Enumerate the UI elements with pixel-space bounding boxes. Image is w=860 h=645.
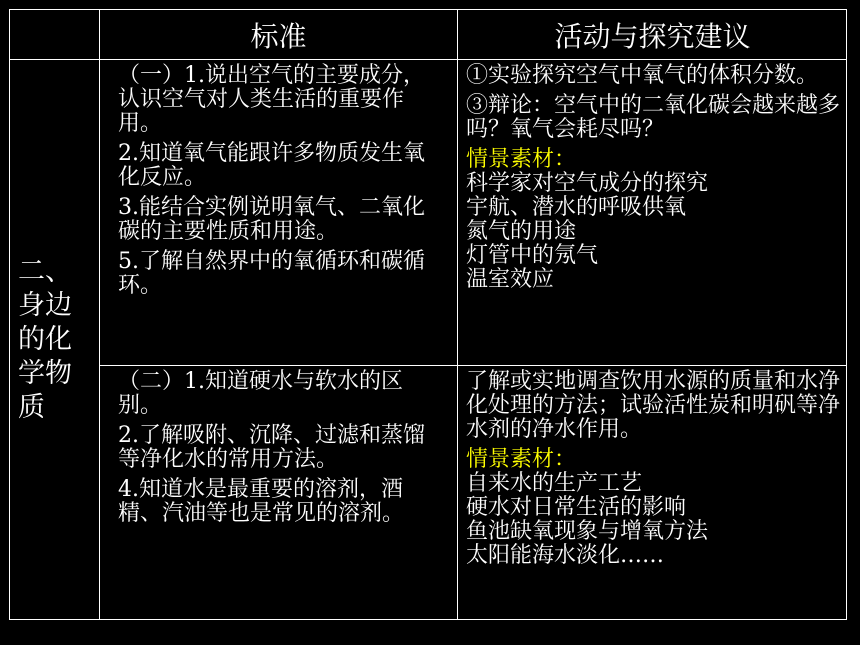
header-suggestions <box>458 10 847 60</box>
row1-suggestions <box>458 60 847 366</box>
standard-item: 2.了解吸附、沉降、过滤和蒸馏等净化水的常用方法。 <box>118 423 425 472</box>
scenario-item: 太阳能海水淡化…… <box>466 543 665 568</box>
scenario-item: 温室效应 <box>466 267 555 292</box>
row2-standards <box>100 366 458 619</box>
row2-suggestions <box>458 366 847 619</box>
standard-item: 4.知道水是最重要的溶剂，酒精、汽油等也是常见的溶剂。 <box>118 477 405 526</box>
scenario-label: 情景素材： <box>466 447 577 472</box>
standard-item: （一）1.说出空气的主要成分，认识空气对人类生活的重要作用。 <box>118 63 425 136</box>
scenario-item: 科学家对空气成分的探究 <box>466 171 709 196</box>
scenario-item: 鱼池缺氧现象与增氧方法 <box>466 519 709 544</box>
scenario-item: 自来水的生产工艺 <box>466 471 643 496</box>
standard-item: 5.了解自然界中的氧循环和碳循环。 <box>118 249 425 298</box>
scenario-item: 灯管中的氖气 <box>466 243 599 268</box>
header-empty-cell <box>10 10 100 60</box>
scenario-item: 氮气的用途 <box>466 219 577 244</box>
side-label <box>10 60 100 619</box>
suggestion-item: ③辩论：空气中的二氧化碳会越来越多吗？氧气会耗尽吗？ <box>466 93 841 142</box>
row1-standards <box>100 60 458 366</box>
side-label-line: 学物 <box>18 357 72 389</box>
standard-item: 3.能结合实例说明氧气、二氧化碳的主要性质和用途。 <box>118 195 425 244</box>
side-label-line: 的化 <box>18 323 72 355</box>
scenario-item: 宇航、潜水的呼吸供氧 <box>466 195 687 220</box>
header-suggestions-label: 活动与探究建议 <box>554 19 751 53</box>
suggestion-item: 了解或实地调查饮用水源的质量和水净化处理的方法；试验活性炭和明矾等净水剂的净水作用。 <box>466 369 841 442</box>
header-standard-label: 标准 <box>250 19 307 53</box>
standard-item: 2.知道氧气能跟许多物质发生氧化反应。 <box>118 141 425 190</box>
scenario-label: 情景素材： <box>466 147 577 172</box>
side-label-line: 身边 <box>18 289 72 321</box>
suggestion-item: ①实验探究空气中氧气的体积分数。 <box>466 63 819 88</box>
header-standard <box>100 10 458 60</box>
side-label-line: 质 <box>18 391 45 423</box>
side-label-line: 二、 <box>18 255 72 287</box>
scenario-item: 硬水对日常生活的影响 <box>466 495 687 520</box>
standard-item: （二）1.知道硬水与软水的区别。 <box>118 369 403 418</box>
curriculum-table <box>9 9 847 620</box>
